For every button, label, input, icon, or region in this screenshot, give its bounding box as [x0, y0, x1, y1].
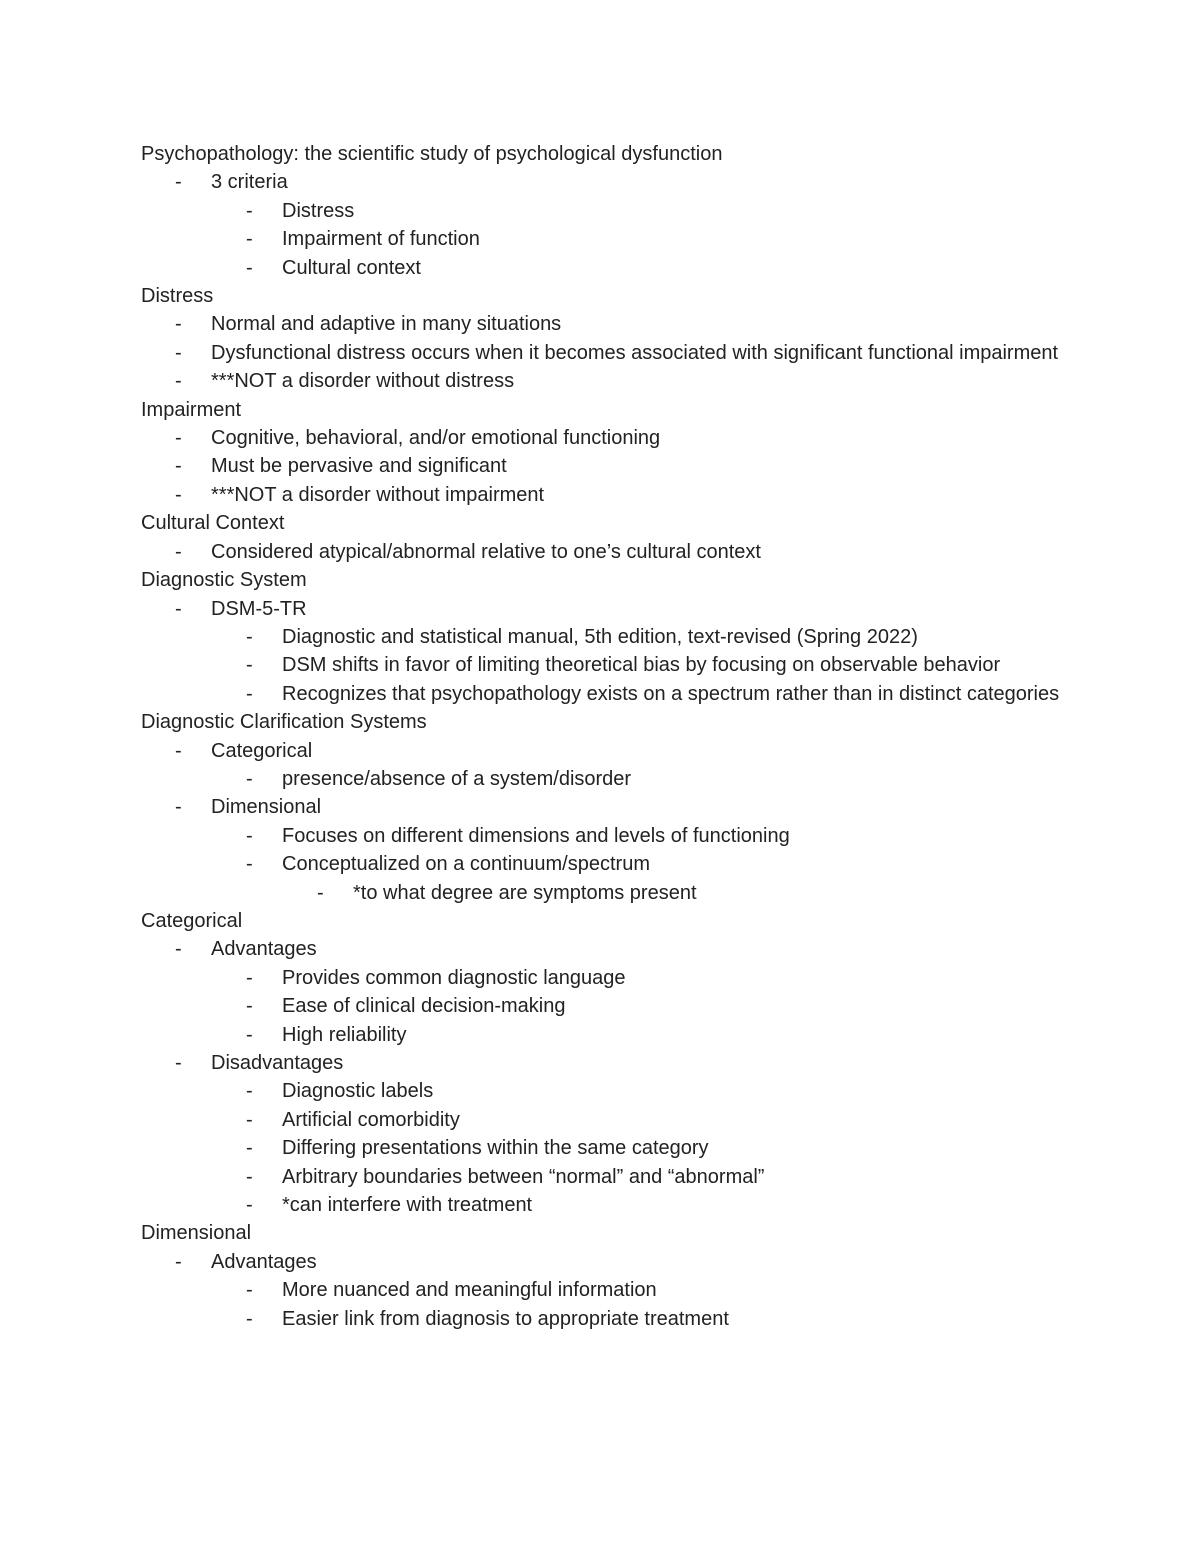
- bullet-text: Impairment of function: [282, 228, 480, 251]
- bullet-item-level-1: [141, 452, 1071, 480]
- bullet-item-level-3: [141, 879, 1071, 907]
- section-heading: Psychopathology: the scientific study of psychological dysfunction: [141, 143, 723, 165]
- bullet-item-level-1: [141, 793, 1071, 821]
- bullet-item-level-2: [141, 964, 1071, 992]
- bullet-item-level-2: [141, 1106, 1071, 1134]
- bullet-dash-icon: -: [175, 171, 182, 194]
- bullet-dash-icon: -: [175, 739, 182, 762]
- bullet-text: Focuses on different dimensions and levels of functioning: [282, 824, 790, 847]
- bullet-item-level-2: [141, 680, 1071, 708]
- bullet-text: Diagnostic labels: [282, 1080, 434, 1103]
- bullet-text: Dysfunctional distress occurs when it becomes associated with significant functional impairment: [211, 341, 1059, 364]
- bullet-text: Conceptualized on a continuum/spectrum: [282, 853, 650, 876]
- bullet-text: Recognizes that psychopathology exists on a spectrum rather than in distinct categories: [282, 682, 1060, 705]
- bullet-dash-icon: -: [246, 1137, 253, 1160]
- bullet-text: Easier link from diagnosis to appropriate treatment: [282, 1307, 729, 1330]
- bullet-dash-icon: -: [175, 370, 182, 393]
- bullet-dash-icon: -: [175, 1250, 182, 1273]
- section-heading: Distress: [141, 285, 214, 308]
- bullet-dash-icon: -: [246, 625, 253, 648]
- bullet-item-level-1: [141, 424, 1071, 452]
- bullet-dash-icon: -: [175, 483, 182, 506]
- bullet-item-level-2: [141, 1077, 1071, 1105]
- bullet-dash-icon: -: [246, 654, 253, 677]
- section-heading: Diagnostic Clarification Systems: [141, 711, 427, 734]
- bullet-dash-icon: -: [246, 682, 253, 705]
- bullet-dash-icon: -: [246, 767, 253, 790]
- bullet-dash-icon: -: [246, 1279, 253, 1302]
- bullet-text: presence/absence of a system/disorder: [282, 767, 632, 790]
- bullet-text: Provides common diagnostic language: [282, 966, 626, 989]
- section-heading: Diagnostic System: [141, 569, 307, 592]
- bullet-text: Advantages: [211, 1250, 317, 1273]
- bullet-dash-icon: -: [246, 966, 253, 989]
- bullet-text: Arbitrary boundaries between “normal” and “abnormal”: [282, 1165, 765, 1188]
- bullet-dash-icon: -: [175, 427, 182, 450]
- bullet-dash-icon: -: [246, 1194, 253, 1217]
- bullet-item-level-2: [141, 992, 1071, 1020]
- bullet-item-level-2: [141, 1276, 1071, 1304]
- bullet-text: Artificial comorbidity: [282, 1108, 460, 1131]
- bullet-text: *to what degree are symptoms present: [353, 881, 697, 904]
- bullet-item-level-2: [141, 1305, 1071, 1333]
- bullet-item-level-1: [141, 595, 1071, 623]
- bullet-text: ***NOT a disorder without impairment: [211, 483, 545, 506]
- bullet-text: Ease of clinical decision-making: [282, 995, 566, 1018]
- bullet-item-level-2: [141, 651, 1071, 679]
- bullet-item-level-2: [141, 254, 1071, 282]
- bullet-dash-icon: -: [246, 1307, 253, 1330]
- bullet-text: Distress: [282, 199, 355, 222]
- bullet-dash-icon: -: [246, 1023, 253, 1046]
- bullet-dash-icon: -: [246, 1165, 253, 1188]
- bullet-dash-icon: -: [246, 1108, 253, 1131]
- bullet-text: High reliability: [282, 1023, 407, 1046]
- bullet-item-level-2: [141, 225, 1071, 253]
- bullet-dash-icon: -: [246, 199, 253, 222]
- bullet-dash-icon: -: [317, 881, 324, 904]
- bullet-item-level-2: [141, 623, 1071, 651]
- bullet-item-level-2: [141, 1134, 1071, 1162]
- bullet-item-level-1: [141, 310, 1071, 338]
- bullet-text: Cultural context: [282, 256, 421, 279]
- bullet-dash-icon: -: [175, 597, 182, 620]
- bullet-text: Categorical: [211, 739, 313, 762]
- bullet-text: 3 criteria: [211, 171, 288, 194]
- bullet-text: Differing presentations within the same category: [282, 1137, 709, 1160]
- bullet-text: Must be pervasive and significant: [211, 455, 507, 478]
- bullet-text: DSM-5-TR: [211, 597, 307, 620]
- section-heading: Dimensional: [141, 1222, 252, 1245]
- bullet-dash-icon: -: [175, 1052, 182, 1074]
- bullet-item-level-1: [141, 737, 1071, 765]
- bullet-dash-icon: -: [246, 228, 253, 251]
- bullet-text: ***NOT a disorder without distress: [211, 370, 515, 393]
- bullet-dash-icon: -: [175, 313, 182, 336]
- bullet-text: Considered atypical/abnormal relative to one’s cultural context: [211, 540, 761, 563]
- bullet-dash-icon: -: [246, 853, 253, 876]
- bullet-item-level-2: [141, 822, 1071, 850]
- bullet-dash-icon: -: [175, 540, 182, 563]
- bullet-item-level-2: [141, 1191, 1071, 1219]
- bullet-item-level-1: [141, 367, 1071, 395]
- bullet-item-level-2: [141, 765, 1071, 793]
- section-heading: Categorical: [141, 909, 243, 932]
- section-heading: Cultural Context: [141, 512, 285, 535]
- bullet-text: Disadvantages: [211, 1052, 344, 1074]
- bullet-item-level-1: [141, 1049, 1071, 1077]
- bullet-item-level-2: [141, 850, 1071, 878]
- bullet-item-level-1: [141, 935, 1071, 963]
- bullet-text: Diagnostic and statistical manual, 5th edition, text-revised (Spring 2022): [282, 625, 918, 648]
- bullet-text: Normal and adaptive in many situations: [211, 313, 562, 336]
- bullet-dash-icon: -: [175, 938, 182, 961]
- bullet-dash-icon: -: [175, 341, 182, 364]
- bullet-dash-icon: -: [246, 824, 253, 847]
- bullet-text: *can interfere with treatment: [282, 1194, 533, 1217]
- bullet-text: DSM shifts in favor of limiting theoretical bias by focusing on observable behavior: [282, 654, 1001, 677]
- bullet-item-level-1: [141, 339, 1071, 367]
- bullet-item-level-2: [141, 1163, 1071, 1191]
- bullet-text: Advantages: [211, 938, 317, 961]
- document-body: [141, 140, 1071, 1333]
- bullet-dash-icon: -: [246, 995, 253, 1018]
- bullet-text: Cognitive, behavioral, and/or emotional functioning: [211, 427, 661, 450]
- bullet-item-level-1: [141, 168, 1071, 196]
- bullet-dash-icon: -: [246, 256, 253, 279]
- bullet-item-level-1: [141, 538, 1071, 566]
- section-heading: Impairment: [141, 398, 242, 421]
- bullet-text: More nuanced and meaningful information: [282, 1279, 657, 1302]
- bullet-item-level-2: [141, 197, 1071, 225]
- bullet-item-level-2: [141, 1021, 1071, 1049]
- bullet-item-level-1: [141, 481, 1071, 509]
- bullet-dash-icon: -: [175, 455, 182, 478]
- bullet-dash-icon: -: [246, 1080, 253, 1103]
- bullet-item-level-1: [141, 1248, 1071, 1276]
- bullet-dash-icon: -: [175, 796, 182, 819]
- bullet-text: Dimensional: [211, 796, 322, 819]
